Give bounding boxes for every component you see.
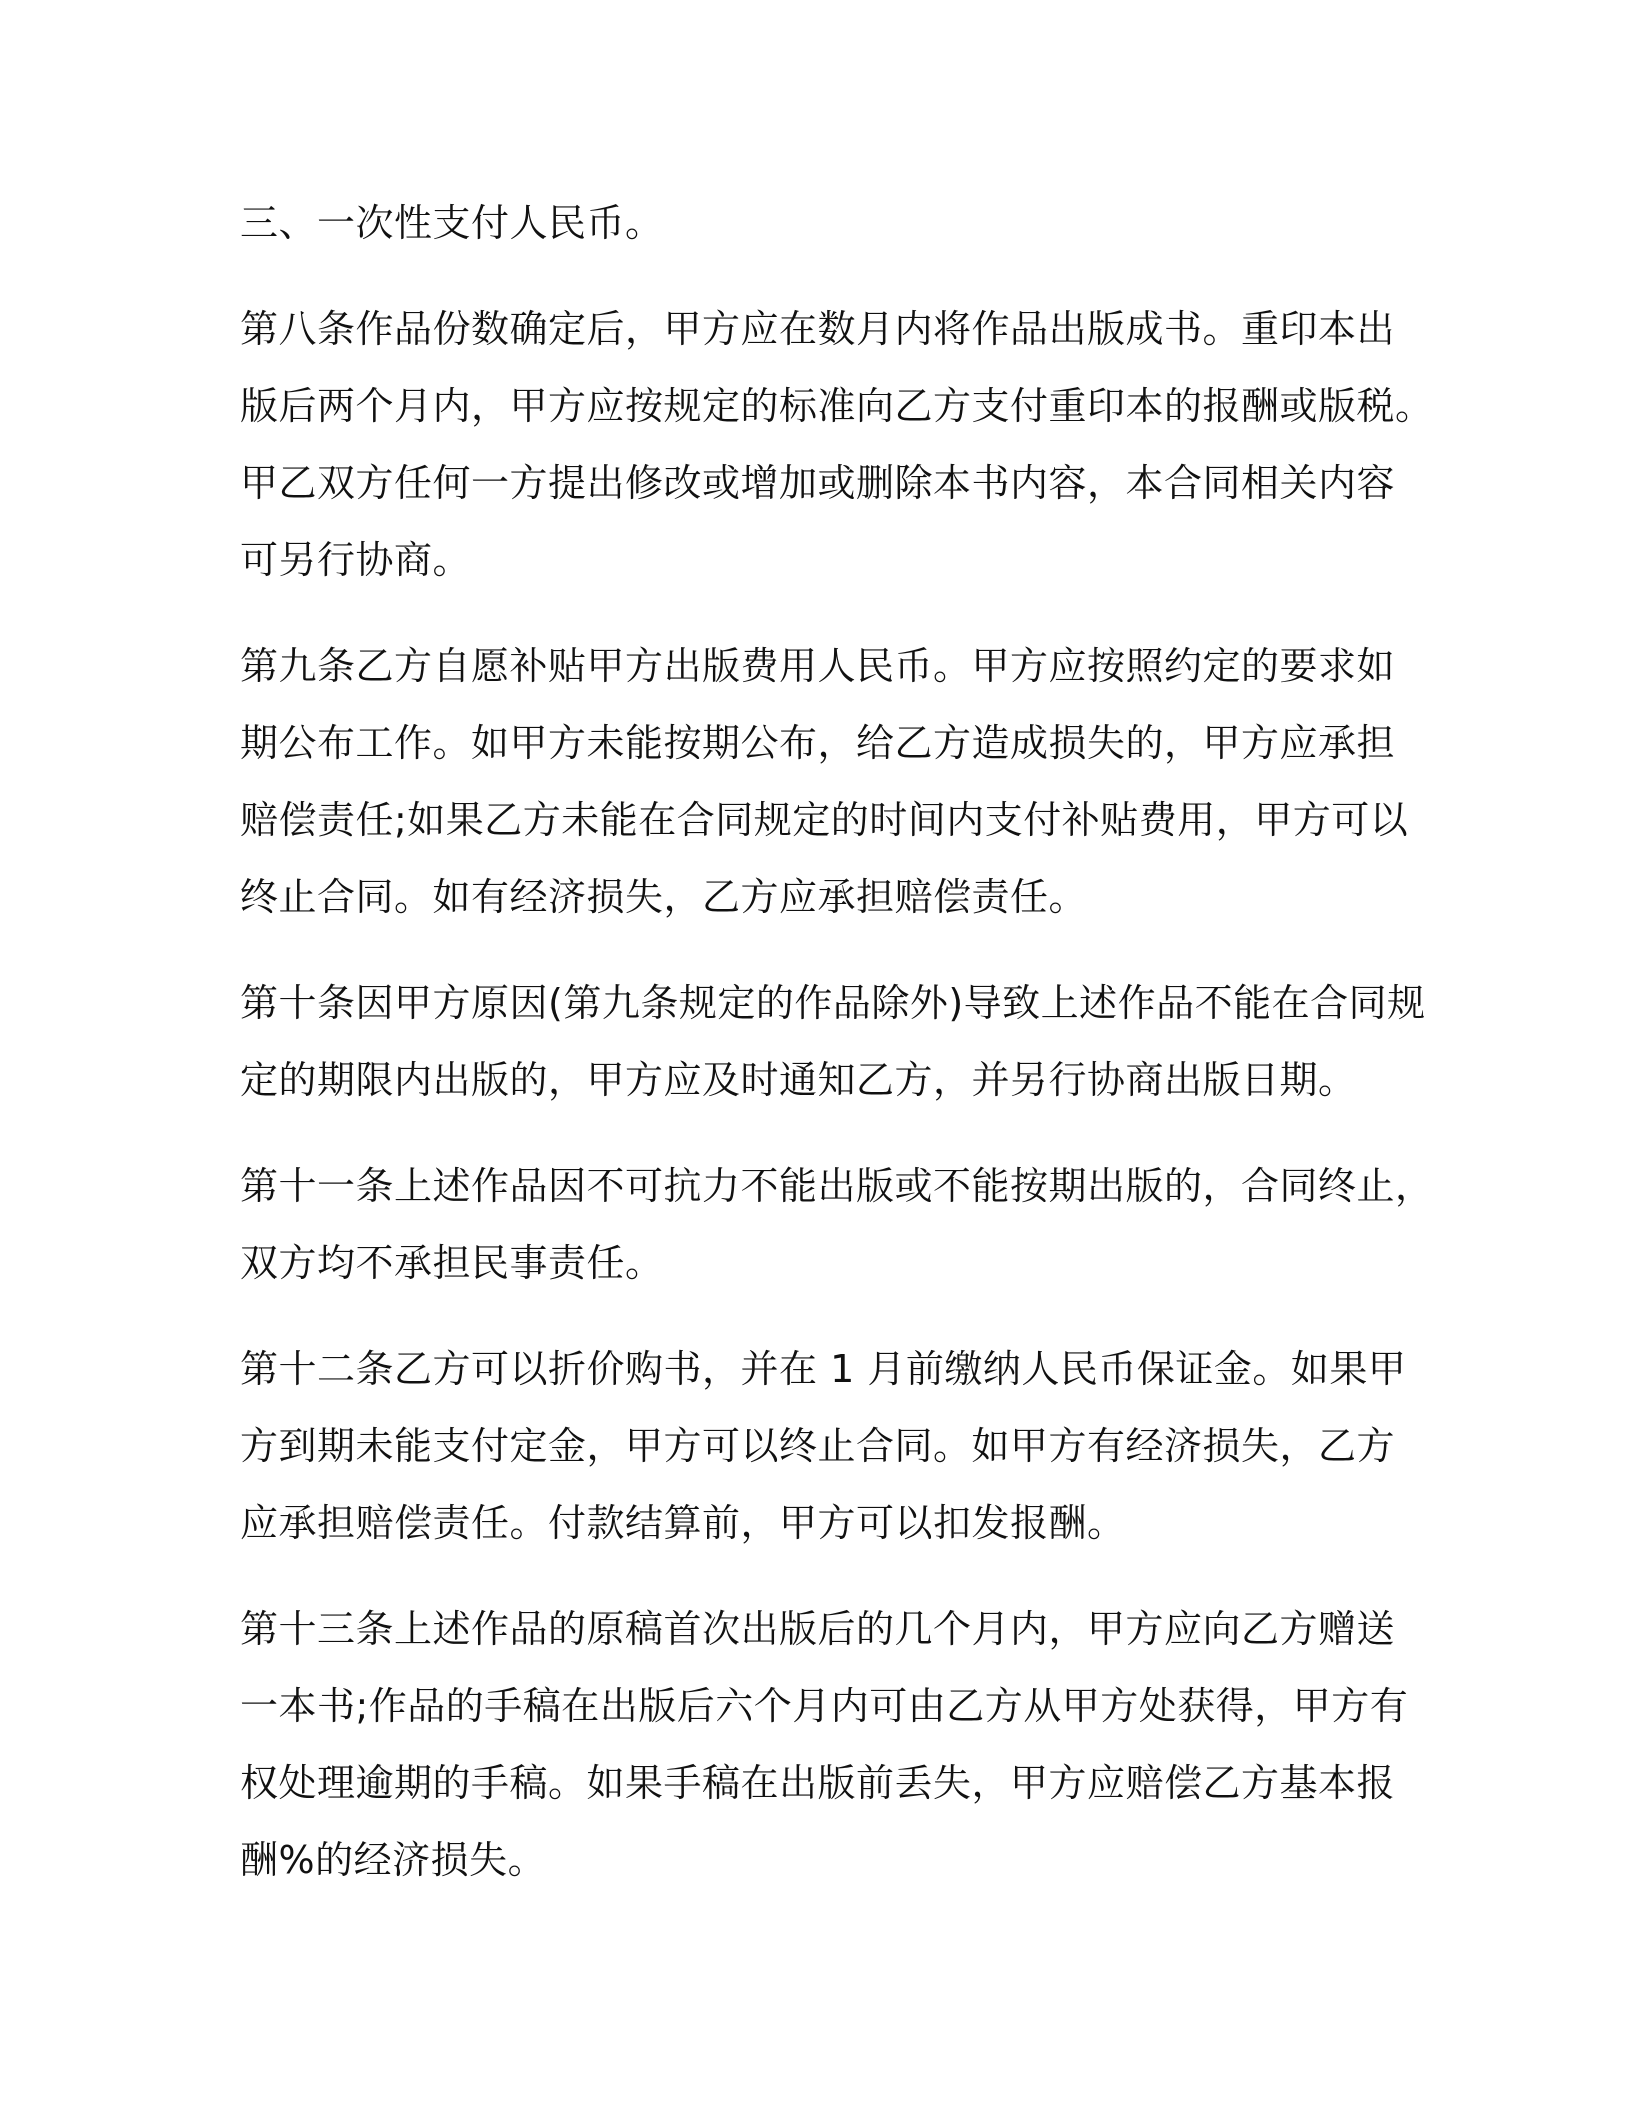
text-line: 版后两个月内，甲方应按规定的标准向乙方支付重印本的报酬或版税。 — [240, 384, 1434, 428]
text-line: 酬%的经济损失。 — [240, 1838, 547, 1882]
text-line: 第十二条乙方可以折价购书，并在 1 月前缴纳人民币保证金。如果甲 — [240, 1347, 1407, 1391]
text-line: 定的期限内出版的，甲方应及时通知乙方，并另行协商出版日期。 — [240, 1058, 1357, 1102]
clause-8 — [240, 291, 1434, 599]
document-body — [240, 185, 1434, 1928]
text-line: 第九条乙方自愿补贴甲方出版费用人民币。甲方应按照约定的要求如 — [240, 644, 1396, 688]
text-line: 可另行协商。 — [240, 538, 472, 582]
clause-13 — [240, 1591, 1409, 1899]
text-line: 权处理逾期的手稿。如果手稿在出版前丢失，甲方应赔偿乙方基本报 — [240, 1761, 1396, 1805]
text-line: 方到期未能支付定金，甲方可以终止合同。如甲方有经济损失，乙方 — [240, 1424, 1396, 1468]
clause-12 — [240, 1331, 1407, 1562]
text-line: 双方均不承担民事责任。 — [240, 1241, 664, 1285]
text-line: 甲乙双方任何一方提出修改或增加或删除本书内容，本合同相关内容 — [240, 461, 1396, 505]
text-line: 第十三条上述作品的原稿首次出版后的几个月内，甲方应向乙方赠送 — [240, 1607, 1396, 1651]
text-line: 第十条因甲方原因(第九条规定的作品除外)导致上述作品不能在合同规 — [240, 981, 1426, 1025]
text-line: 一本书;作品的手稿在出版后六个月内可由乙方从甲方处获得，甲方有 — [240, 1684, 1409, 1728]
text-line: 三、一次性支付人民币。 — [240, 201, 664, 245]
text-line: 期公布工作。如甲方未能按期公布，给乙方造成损失的，甲方应承担 — [240, 721, 1396, 765]
clause-11 — [240, 1148, 1434, 1302]
clause-10 — [240, 965, 1426, 1119]
text-line: 应承担赔偿责任。付款结算前，甲方可以扣发报酬。 — [240, 1501, 1126, 1545]
text-line: 赔偿责任;如果乙方未能在合同规定的时间内支付补贴费用，甲方可以 — [240, 798, 1409, 842]
text-line: 终止合同。如有经济损失，乙方应承担赔偿责任。 — [240, 875, 1088, 919]
clause-9 — [240, 628, 1409, 936]
text-line: 第八条作品份数确定后，甲方应在数月内将作品出版成书。重印本出 — [240, 307, 1396, 351]
text-line: 第十一条上述作品因不可抗力不能出版或不能按期出版的，合同终止， — [240, 1164, 1434, 1208]
clause-3-payment — [240, 185, 1400, 262]
